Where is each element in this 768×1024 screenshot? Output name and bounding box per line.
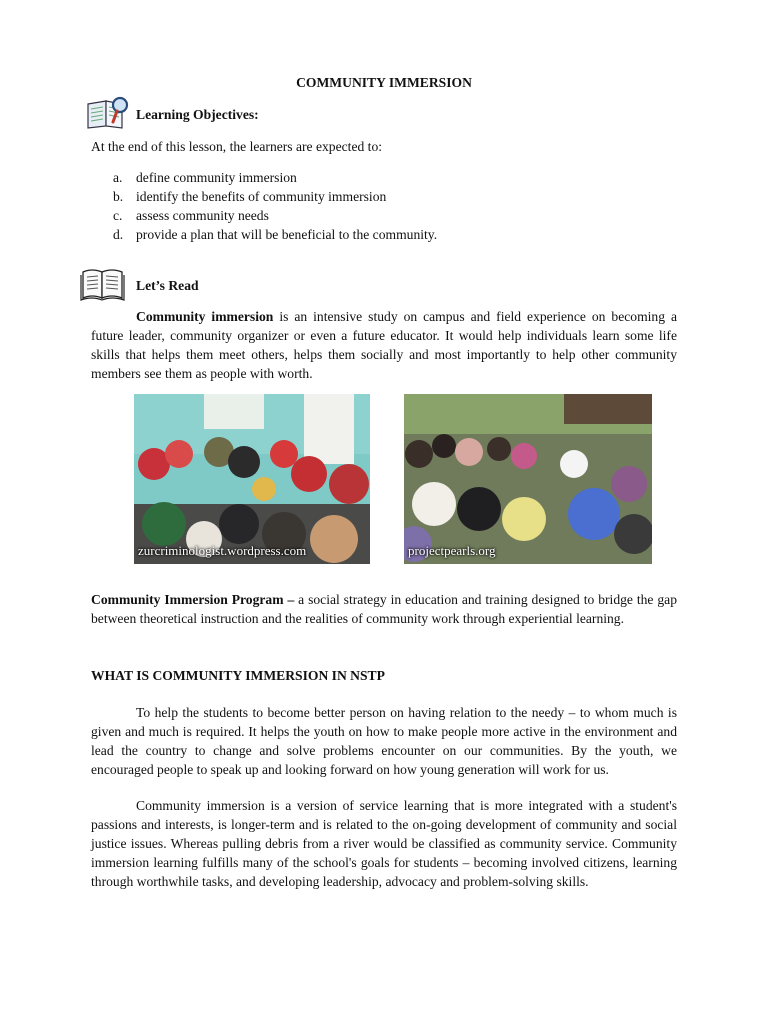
book-magnifier-icon: [86, 96, 130, 135]
open-book-icon: [80, 266, 126, 307]
nstp-paragraph-1: To help the students to become better person on having relation to the needy – to whom much is given and much is required. It helps the youth on how to make people more active in the environment and lead the country to change and solve problems encounter on our communities. By the youth, we encouraged people to speak up and looking forward on how young generation will work for us.: [91, 705, 677, 777]
document-page: COMMUNITY IMMERSION Learning Objectives: At the end of this lesson, the learners are expected to: a. define community immersion b. identify the benefits of community immersion c. assess community needs d. provide a plan that will be beneficial to the community. Let’s Read Community immersion is an intensive study on campus and field experience on becoming a future leader, community organizer or even a future educator. It would help individuals learn some life skills that helps them meet others, helps them socially and most importantly to help other community members see them as people with worth. zurcriminologist.wordpress.com projectpearls.org Community Immersion Program – a social strategy in education and training designed to bridge the gap between theoretical instruction and the realities of community work through experiential learning. WHAT IS COMMUNITY IMMERSION IN NSTP To help the students to become better person on having relation to the needy – to whom much is given and much is required. It helps the youth on how to make people more active in the environment and lead the country to change and solve problems encounter on our communities. By the youth, we encouraged people to speak up and looking forward on how young generation will work for us. Community immersion is a version of service learning that is more integrated with a student's passions and interests, is longer-term and is related to the on-going development of community and social justice issues. Whereas pulling debris from a river would be classified as community service. Community immersion learning fulfills many of the school's goals for students – becoming involved citizens, learning through worthwhile tasks, and developing leadership, advocacy and problem-solving skills.: [0, 0, 768, 1024]
photo-1-caption: zurcriminologist.wordpress.com: [138, 543, 307, 558]
lets-read-heading: Let’s Read: [136, 278, 199, 293]
photo-2-caption: projectpearls.org: [408, 543, 496, 558]
nstp-heading: WHAT IS COMMUNITY IMMERSION IN NSTP: [91, 668, 385, 683]
page-title: COMMUNITY IMMERSION: [296, 75, 472, 90]
objectives-intro: At the end of this lesson, the learners are expected to:: [91, 139, 383, 154]
learning-objectives-heading: Learning Objectives:: [136, 107, 259, 122]
community-immersion-paragraph: Community immersion is an intensive study on campus and field experience on becoming a future leader, community organizer or even a future educator. It would help individuals learn some life skills that helps them meet others, helps them socially and most importantly to help other community members see them as people with worth.: [91, 309, 678, 381]
nstp-paragraph-2: Community immersion is a version of service learning that is more integrated with a student's passions and interests, is longer-term and is related to the on-going development of community and social justice issues. Whereas pulling debris from a river would be classified as community service. Community immersion learning fulfills many of the school's goals for students – becoming involved citizens, learning through worthwhile tasks, and developing leadership, advocacy and problem-solving skills.: [91, 798, 677, 889]
community-photo-1: [134, 394, 370, 564]
community-photo-2: [404, 394, 652, 564]
program-definition-paragraph: Community Immersion Program – a social strategy in education and training designed to bridge the gap between theoretical instruction and the realities of community work through experiential learning.: [91, 592, 677, 626]
